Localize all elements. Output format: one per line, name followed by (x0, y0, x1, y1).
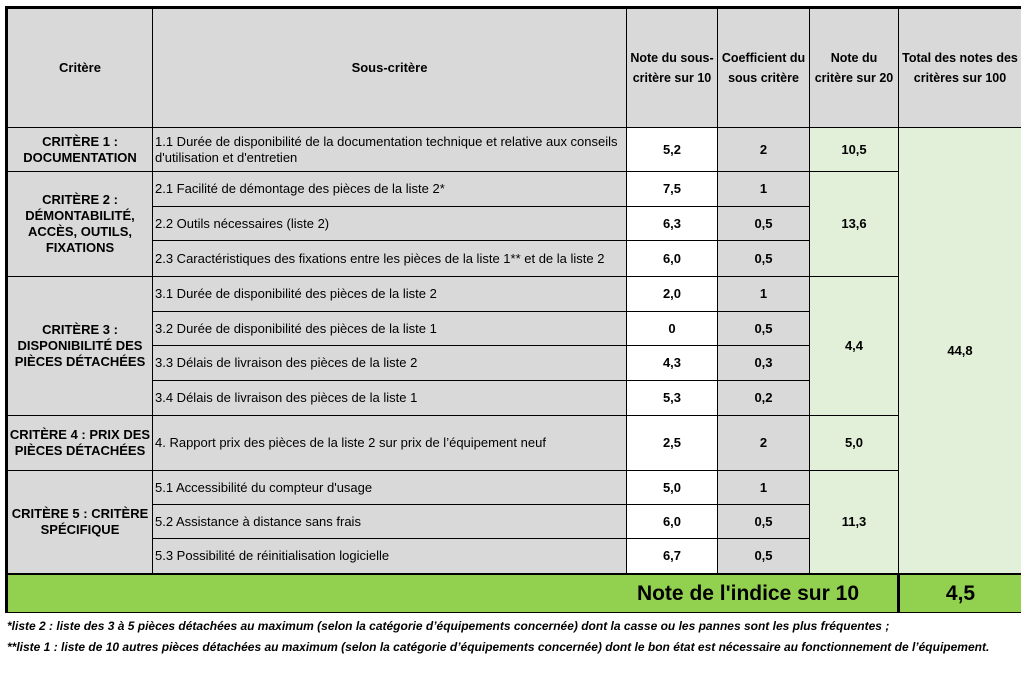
final-score-label: Note de l'indice sur 10 (7, 575, 899, 613)
sub-criterion-score: 2,0 (627, 277, 718, 312)
sub-criterion-score: 6,7 (627, 539, 718, 574)
header-row (7, 8, 1021, 128)
sub-criterion-coefficient: 1 (718, 277, 810, 312)
criterion-label-3: CRITÈRE 3 : DISPONIBILITÉ DES PIÈCES DÉTACHÉES (7, 277, 153, 416)
final-score-table (5, 574, 1021, 613)
sub-criterion-coefficient: 1 (718, 172, 810, 207)
sub-criterion-label: 2.2 Outils nécessaires (liste 2) (153, 207, 627, 241)
table-row (7, 277, 1021, 312)
footnotes (7, 616, 1012, 658)
sub-criterion-label: 1.1 Durée de disponibilité de la documentation technique et relative aux conseils d'utilisation et d'entretien (153, 128, 627, 172)
criterion-score-3: 4,4 (810, 277, 899, 416)
sub-criterion-label: 2.1 Facilité de démontage des pièces de la liste 2* (153, 172, 627, 207)
sub-criterion-score: 6,0 (627, 241, 718, 277)
criterion-score-4: 5,0 (810, 416, 899, 471)
criterion-label-5: CRITÈRE 5 : CRITÈRE SPÉCIFIQUE (7, 471, 153, 574)
criterion-score-5: 11,3 (810, 471, 899, 574)
sub-criterion-score: 6,3 (627, 207, 718, 241)
footnote-liste-2: *liste 2 : liste des 3 à 5 pièces détachées au maximum (selon la catégorie d’équipements concernée) dont la casse ou les pannes sont les plus fréquentes ; (7, 619, 890, 633)
header-note-sous-critere: Note du sous-critère sur 10 (627, 8, 718, 128)
sub-criterion-score: 5,0 (627, 471, 718, 505)
footnote-liste-1: **liste 1 : liste de 10 autres pièces détachées au maximum (selon la catégorie d’équipements concernée) dont le bon état est nécessaire au fonctionnement de l’équipement. (7, 640, 990, 654)
criterion-score-1: 10,5 (810, 128, 899, 172)
sub-criterion-label: 2.3 Caractéristiques des fixations entre les pièces de la liste 1** et de la liste 2 (153, 241, 627, 277)
sub-criterion-label: 4. Rapport prix des pièces de la liste 2 sur prix de l’équipement neuf (153, 416, 627, 471)
header-total: Total des notes des critères sur 100 (899, 8, 1021, 128)
criterion-label-2: CRITÈRE 2 : DÉMONTABILITÉ, ACCÈS, OUTILS, FIXATIONS (7, 172, 153, 277)
criterion-score-2: 13,6 (810, 172, 899, 277)
table-row (7, 172, 1021, 207)
sub-criterion-score: 5,3 (627, 381, 718, 416)
sub-criterion-score: 6,0 (627, 505, 718, 539)
sub-criterion-score: 7,5 (627, 172, 718, 207)
table-row (7, 471, 1021, 505)
header-coefficient: Coefficient du sous critère (718, 8, 810, 128)
final-score-row (7, 575, 1021, 613)
sub-criterion-coefficient: 0,3 (718, 346, 810, 381)
table-row (7, 416, 1021, 471)
sub-criterion-label: 5.2 Assistance à distance sans frais (153, 505, 627, 539)
sub-criterion-coefficient: 0,5 (718, 312, 810, 346)
sub-criterion-coefficient: 0,5 (718, 505, 810, 539)
sub-criterion-score: 4,3 (627, 346, 718, 381)
sub-criterion-coefficient: 2 (718, 416, 810, 471)
sub-criterion-label: 5.3 Possibilité de réinitialisation logicielle (153, 539, 627, 574)
sub-criterion-label: 3.4 Délais de livraison des pièces de la liste 1 (153, 381, 627, 416)
sub-criterion-label: 5.1 Accessibilité du compteur d'usage (153, 471, 627, 505)
table-body (7, 8, 1021, 574)
sub-criterion-label: 3.3 Délais de livraison des pièces de la liste 2 (153, 346, 627, 381)
sub-criterion-score: 5,2 (627, 128, 718, 172)
sub-criterion-label: 3.1 Durée de disponibilité des pièces de la liste 2 (153, 277, 627, 312)
sub-criterion-score: 2,5 (627, 416, 718, 471)
final-score-value: 4,5 (899, 575, 1021, 613)
criterion-label-1: CRITÈRE 1 : DOCUMENTATION (7, 128, 153, 172)
sub-criterion-coefficient: 0,5 (718, 241, 810, 277)
criterion-label-4: CRITÈRE 4 : PRIX DES PIÈCES DÉTACHÉES (7, 416, 153, 471)
header-critere: Critère (7, 8, 153, 128)
total-score-100: 44,8 (899, 128, 1021, 574)
repairability-score-table (5, 6, 1021, 574)
repairability-table-sheet (5, 6, 1021, 613)
sub-criterion-coefficient: 2 (718, 128, 810, 172)
sub-criterion-coefficient: 0,5 (718, 539, 810, 574)
sub-criterion-coefficient: 1 (718, 471, 810, 505)
header-sous-critere: Sous-critère (153, 8, 627, 128)
sub-criterion-label: 3.2 Durée de disponibilité des pièces de la liste 1 (153, 312, 627, 346)
table-row (7, 128, 1021, 172)
sub-criterion-coefficient: 0,2 (718, 381, 810, 416)
sub-criterion-coefficient: 0,5 (718, 207, 810, 241)
sub-criterion-score: 0 (627, 312, 718, 346)
header-note-critere: Note du critère sur 20 (810, 8, 899, 128)
